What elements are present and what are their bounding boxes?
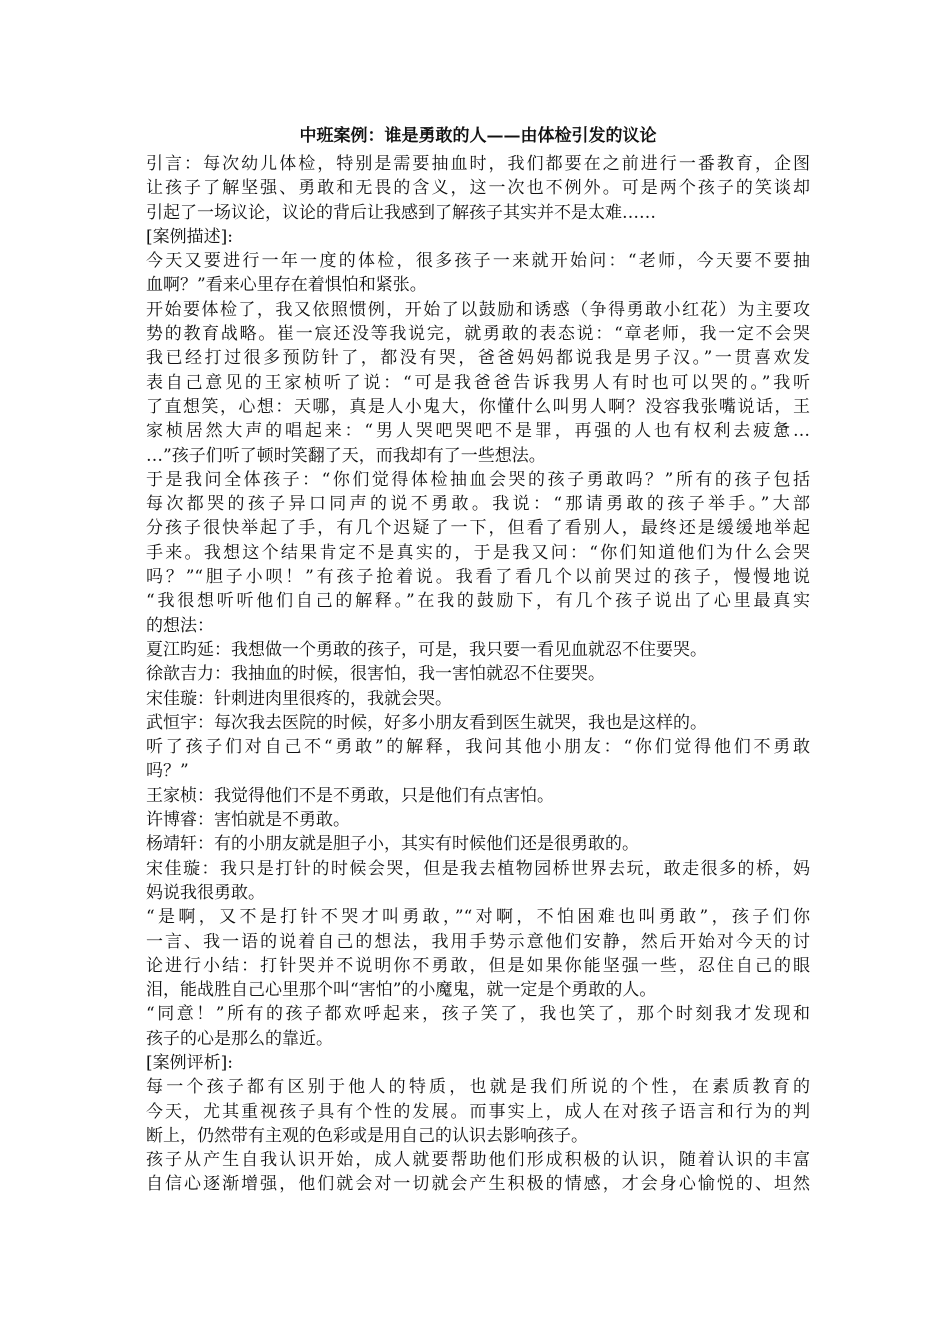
text-line: 每一个孩子都有区别于他人的特质，也就是我们所说的个性，在素质教育的 [146, 1077, 810, 1098]
text-line: 一言、我一语的说着自己的想法，我用手势示意他们安静，然后开始对今天的讨 [146, 931, 810, 952]
text-line: 血啊？”看来心里存在着惧怕和紧张。 [146, 275, 427, 296]
text-line: 引言：每次幼儿体检，特别是需要抽血时，我们都要在之前进行一番教育，企图 [146, 154, 810, 174]
text-line: 开始要体检了，我又依照惯例，开始了以鼓励和诱惑（争得勇敢小红花）为主要攻 [146, 299, 810, 320]
text-line: …”孩子们听了顿时笑翻了天，而我却有了一些想法。 [146, 445, 546, 466]
text-line: 孩子从产生自我认识开始，成人就要帮助他们形成积极的认识，随着认识的丰富 [146, 1150, 810, 1171]
text-line: 泪，能战胜自己心里那个叫“害怕”的小魔鬼，就一定是个勇敢的人。 [146, 980, 657, 1001]
document-title: 中班案例：谁是勇敢的人——由体检引发的议论 [299, 126, 657, 146]
text-line: 妈说我很勇敢。 [146, 882, 265, 903]
text-line: 分孩子很快举起了手，有几个迟疑了一下，但看了看别人，最终还是缓缓地举起 [146, 518, 810, 539]
text-line: 家桢居然大声的唱起来：“男人哭吧哭吧不是罪，再强的人也有权利去疲惫… [146, 421, 810, 442]
text-line: 每次都哭的孩子异口同声的说不勇敢。我说：“那请勇敢的孩子举手。”大部 [146, 494, 810, 515]
text-line: 让孩子了解坚强、勇敢和无畏的含义，这一次也不例外。可是两个孩子的笑谈却 [146, 178, 810, 199]
text-line: 势的教育战略。崔一宸还没等我说完，就勇敢的表态说：“章老师，我一定不会哭 [146, 324, 810, 345]
text-line: 王家桢：我觉得他们不是不勇敢，只是他们有点害怕。 [146, 785, 554, 806]
text-line: 了直想笑，心想：天哪，真是人小鬼大，你懂什么叫男人啊？没容我张嘴说话，王 [146, 396, 810, 417]
text-line: 论进行小结：打针哭并不说明你不勇敢，但是如果你能坚强一些，忍住自己的眼 [146, 955, 810, 976]
text-line: 的想法： [146, 615, 214, 636]
text-line: “我很想听听他们自己的解释。”在我的鼓励下，有几个孩子说出了心里最真实 [146, 591, 810, 612]
text-line: 武恒宇：每次我去医院的时候，好多小朋友看到医生就哭，我也是这样的。 [146, 712, 707, 733]
text-line: “是啊，又不是打针不哭才叫勇敢，”“对啊，不怕困难也叫勇敢”，孩子们你 [146, 907, 810, 928]
text-line: 引起了一场议论，议论的背后让我感到了解孩子其实并不是太难…… [146, 202, 656, 223]
text-line: 今天又要进行一年一度的体检，很多孩子一来就开始问：“老师，今天要不要抽 [146, 251, 810, 272]
text-line: 吗？” [146, 761, 189, 782]
text-line: [案例评析]: [146, 1052, 233, 1073]
text-line: 于是我问全体孩子：“你们觉得体检抽血会哭的孩子勇敢吗？”所有的孩子包括 [146, 469, 810, 490]
document-body [146, 152, 810, 1197]
text-line: 自信心逐渐增强，他们就会对一切就会产生积极的情感，才会身心愉悦的、坦然 [146, 1174, 810, 1195]
text-line: 吗？”“胆子小呗！”有孩子抢着说。我看了看几个以前哭过的孩子，慢慢地说 [146, 567, 810, 588]
text-line: 听了孩子们对自己不“勇敢”的解释，我问其他小朋友：“你们觉得他们不勇敢 [146, 737, 810, 758]
text-line: 宋佳璇：针刺进肉里很疼的，我就会哭。 [146, 688, 452, 709]
text-line: 表自己意见的王家桢听了说：“可是我爸爸告诉我男人有时也可以哭的。”我听 [146, 372, 810, 393]
text-line: [案例描述]: [146, 226, 233, 247]
text-line: 我已经打过很多预防针了，都没有哭，爸爸妈妈都说我是男子汉。”一贯喜欢发 [146, 348, 810, 369]
text-line: 断上，仍然带有主观的色彩或是用自己的认识去影响孩子。 [146, 1125, 588, 1146]
text-line: 手来。我想这个结果肯定不是真实的，于是我又问：“你们知道他们为什么会哭 [146, 542, 810, 563]
text-line: 徐歆吉力：我抽血的时候，很害怕，我一害怕就忍不住要哭。 [146, 664, 605, 685]
text-line: 夏江昀延：我想做一个勇敢的孩子，可是，我只要一看见血就忍不住要哭。 [146, 639, 707, 660]
document-page [146, 124, 810, 1197]
text-line: 孩子的心是那么的靠近。 [146, 1028, 333, 1049]
text-line: 今天，尤其重视孩子具有个性的发展。而事实上，成人在对孩子语言和行为的判 [146, 1101, 810, 1122]
text-line: 宋佳璇：我只是打针的时候会哭，但是我去植物园桥世界去玩，敢走很多的桥，妈 [146, 858, 810, 879]
text-line: 许博睿：害怕就是不勇敢。 [146, 810, 350, 831]
text-line: “同意！”所有的孩子都欢呼起来，孩子笑了，我也笑了，那个时刻我才发现和 [146, 1004, 810, 1025]
text-line: 杨靖轩：有的小朋友就是胆子小，其实有时候他们还是很勇敢的。 [146, 834, 639, 855]
